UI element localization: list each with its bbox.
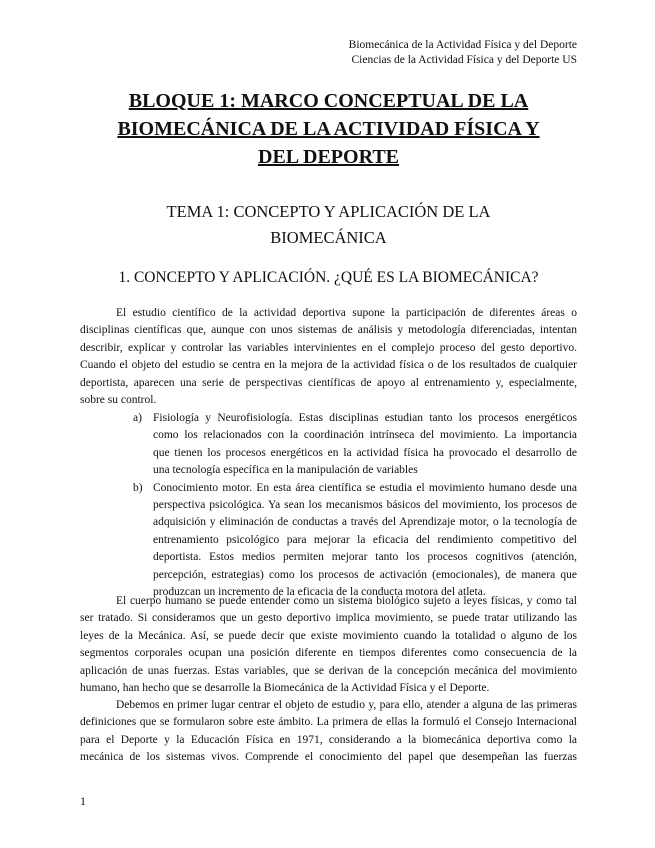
text-line: mecánica de los sistemas vivos. Comprende el conocimiento del papel que desempeñan las fuerzas bbox=[80, 751, 577, 764]
paragraph-2 bbox=[80, 593, 577, 697]
list-item-text bbox=[153, 480, 577, 602]
topic-line: BIOMECÁNICA bbox=[270, 228, 387, 247]
text-line: Cuando el objeto del estudio se centra en la mejora de la actividad física o de los resultados de cualquier bbox=[80, 359, 577, 372]
running-header bbox=[349, 38, 577, 68]
text-line: ser tratado. Si consideramos que un gesto deportivo implica movimiento, se puede tratar utilizando las bbox=[80, 612, 577, 625]
block-title bbox=[80, 87, 577, 171]
text-line: El estudio científico de la actividad deportiva supone la participación de diferentes áreas o bbox=[116, 307, 577, 319]
header-line-2: Ciencias de la Actividad Física y del Deporte US bbox=[351, 54, 577, 66]
text-line: produzcan un incremento de la eficacia de la conducta motora del atleta. bbox=[153, 586, 486, 599]
text-line: Conocimiento motor. En esta área científica se estudia el movimiento humano desde una bbox=[153, 481, 577, 494]
paragraph-1 bbox=[80, 305, 577, 409]
list-item-a bbox=[133, 410, 577, 480]
title-line: BLOQUE 1: MARCO CONCEPTUAL DE LA bbox=[128, 90, 529, 112]
text-line: que tienen los procesos energéticos en la actividad física ha provocado el desarrollo de bbox=[153, 446, 577, 459]
list-marker: b) bbox=[133, 481, 143, 494]
text-line: perspectiva psicológica. Ya sean los mecanismos básicos del movimiento, los procesos de bbox=[153, 499, 577, 512]
title-line: DEL DEPORTE bbox=[258, 146, 399, 168]
topic-title bbox=[80, 199, 577, 251]
text-line: como los relacionados con la coordinación intrínseca del movimiento. La importancia bbox=[153, 429, 577, 442]
text-line: El cuerpo humano se puede entender como un sistema biológico sujeto a leyes físicas, y como tal bbox=[116, 595, 577, 607]
text-line: para el Deporte y la Educación Física en 1971, considerando a la biomecánica deportiva como la bbox=[80, 733, 577, 746]
list-item-text bbox=[153, 410, 577, 480]
text-line: aplicación de unas fuerzas. Estas variables, que se derivan de la concepción mecánica del movimiento bbox=[80, 664, 577, 677]
text-line: describir, explicar y controlar las variables intervinientes en el complejo proceso del gesto deportivo. bbox=[80, 341, 577, 354]
list-item-b bbox=[133, 480, 577, 602]
text-line: entrenamiento psicológico para mejorar la eficacia del rendimiento competitivo del bbox=[153, 533, 577, 546]
paragraph-3 bbox=[80, 697, 577, 767]
text-line: disciplinas científicas que, aunque con unos sistemas de análisis y metodología diferenciadas, intentan bbox=[80, 324, 577, 337]
header-line-1: Biomecánica de la Actividad Física y del Deporte bbox=[348, 39, 577, 51]
section-heading: 1. CONCEPTO Y APLICACIÓN. ¿QUÉ ES LA BIOMECÁNICA? bbox=[118, 269, 539, 286]
topic-line: TEMA 1: CONCEPTO Y APLICACIÓN DE LA bbox=[166, 202, 491, 221]
text-line: Debemos en primer lugar centrar el objeto de estudio y, para ello, atender a alguna de las primeras bbox=[116, 699, 577, 711]
text-line: Fisiología y Neurofisiología. Estas disciplinas estudian tanto los procesos energéticos bbox=[153, 412, 577, 424]
text-line: deportista, aparecen una serie de perspectivas científicas de apoyo al entrenamiento y, especialmente, bbox=[80, 376, 577, 389]
text-line: segmentos corporales ocupan una posición diferente en tiempos diferentes como consecuencia de la bbox=[80, 647, 577, 660]
list-marker: a) bbox=[133, 412, 142, 424]
page-number: 1 bbox=[80, 794, 86, 808]
text-line: adquisición y eliminación de conductas a través del Aprendizaje motor, o la tecnología de bbox=[153, 516, 577, 529]
discipline-list bbox=[133, 410, 577, 601]
text-line: leyes de la Mecánica. Así, se puede decir que existe movimiento cuando la totalidad o alguno de los bbox=[80, 629, 577, 642]
text-line: percepción, estrategias) como los procesos de activación (emocionales), de manera que bbox=[153, 568, 577, 581]
text-line: deportista. Estos medios permiten mejorar tanto los procesos cognitivos (atención, bbox=[153, 551, 577, 564]
title-line: BIOMECÁNICA DE LA ACTIVIDAD FÍSICA Y bbox=[117, 118, 540, 140]
text-line: una tecnología específica en la manipulación de variables bbox=[153, 464, 418, 477]
text-line: sobre su control. bbox=[80, 394, 157, 407]
text-line: humano, han hecho que se desarrolle la Biomecánica de la Actividad Física y el Deporte. bbox=[80, 682, 490, 695]
text-line: definiciones que se formularon sobre este ámbito. La primera de ellas la formuló el Consejo Internacional bbox=[80, 716, 577, 729]
